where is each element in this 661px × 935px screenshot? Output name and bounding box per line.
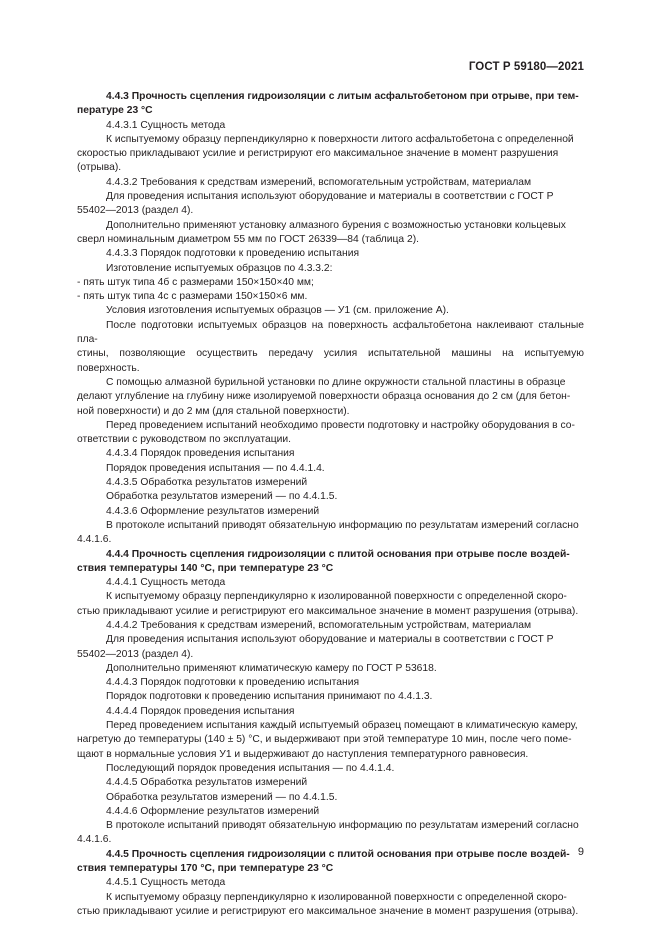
text-line: Перед проведением испытаний необходимо провести подготовку и настройку оборудования в со-	[106, 419, 575, 431]
text-line: Обработка результатов измерений — по 4.4.1.5.	[106, 791, 338, 803]
text-line: нагретую до температуры (140 ± 5) °С, и выдерживают при этой температуре 10 мин, после чего поме-	[77, 734, 572, 746]
text-line: С помощью алмазной бурильной установки по длине окружности стальной пластины в образце	[106, 376, 566, 388]
text-line: 4.4.4.4 Порядок проведения испытания	[106, 705, 295, 717]
text-line: Порядок проведения испытания — по 4.4.1.4.	[106, 462, 325, 474]
text-line: 4.4.3.2 Требования к средствам измерений, вспомогательным устройствам, материалам	[106, 176, 532, 188]
text-line: Перед проведением испытания каждый испытуемый образец помещают в климатическую камеру,	[106, 720, 578, 732]
text-line: Последующий порядок проведения испытания — по 4.4.1.4.	[106, 762, 395, 774]
text-line: 4.4.3 Прочность сцепления гидроизоляции с литым асфальтобетоном при отрыве, при тем-	[106, 91, 579, 102]
text-line: стью прикладывают усилие и регистрируют его максимальное значение в момент разрушения (отрыва).	[77, 905, 579, 917]
page-number: 9	[577, 846, 584, 858]
text-line: К испытуемому образцу перпендикулярно к поверхности литого асфальтобетона с определенной	[106, 133, 574, 145]
text-line: 4.4.3.6 Оформление результатов измерений	[106, 505, 320, 517]
text-line: Дополнительно применяют установку алмазного бурения с возможностью установки кольцевых	[106, 219, 566, 231]
document-header: ГОСТ Р 59180—2021	[468, 61, 584, 73]
text-line: щают в нормальные условия У1 и выдерживают до наступления температурного равновесия.	[77, 748, 529, 760]
text-line: Дополнительно применяют климатическую камеру по ГОСТ Р 53618.	[106, 662, 437, 674]
text-line: 4.4.4.2 Требования к средствам измерений, вспомогательным устройствам, материалам	[106, 619, 532, 631]
text-line: 4.4.3.5 Обработка результатов измерений	[106, 477, 308, 489]
text-line: После подготовки испытуемых образцов на поверхность асфальтобетона наклеивают стальные пла-	[77, 319, 584, 346]
text-line: Порядок подготовки к проведению испытания принимают по 4.4.1.3.	[106, 691, 433, 703]
text-line: К испытуемому образцу перпендикулярно к изолированной поверхности с определенной скоро-	[106, 891, 567, 903]
text-line: стины, позволяющие осуществить передачу усилия испытательной машины на испытуемую поверхность.	[77, 348, 584, 374]
text-line: 4.4.3.4 Порядок проведения испытания	[106, 448, 295, 460]
text-line: стью прикладывают усилие и регистрируют его максимальное значение в момент разрушения (отрыва).	[77, 605, 579, 617]
text-line: 4.4.5 Прочность сцепления гидроизоляции с плитой основания при отрыве после воздей-	[106, 848, 570, 860]
text-line: - пять штук типа 4с с размерами 150×150×6 мм.	[77, 291, 308, 303]
text-line: 55402—2013 (раздел 4).	[77, 205, 194, 217]
text-line: - пять штук типа 4б с размерами 150×150×40 мм;	[77, 276, 314, 288]
text-line: 4.4.3.3 Порядок подготовки к проведению испытания	[106, 248, 360, 260]
text-line: 4.4.4.5 Обработка результатов измерений	[106, 777, 308, 789]
text-line: Обработка результатов измерений — по 4.4.1.5.	[106, 491, 338, 503]
text-line: 4.4.4.1 Сущность метода	[106, 577, 226, 589]
text-line: делают углубление на глубину ниже изолируемой поверхности образца основания до 2 см (для бетон-	[77, 391, 571, 403]
text-line: Изготовление испытуемых образцов по 4.3.3.2:	[106, 262, 333, 274]
text-line: пературе 23 °С	[77, 105, 153, 117]
text-line: В протоколе испытаний приводят обязательную информацию по результатам измерений согласно	[106, 820, 579, 832]
text-line: 4.4.5.1 Сущность метода	[106, 877, 226, 889]
text-line: 4.4.4 Прочность сцепления гидроизоляции с плитой основания при отрыве после воздей-	[106, 548, 570, 560]
text-line: скоростью прикладывают усилие и регистрируют его максимальное значение в момент разрушения	[77, 148, 559, 160]
text-line: 4.4.4.6 Оформление результатов измерений	[106, 805, 320, 817]
text-line: ствия температуры 170 °С, при температуре 23 °С	[77, 863, 334, 875]
text-line: сверл номинальным диаметром 55 мм по ГОСТ 26339—84 (таблица 2).	[77, 233, 420, 245]
text-line: Для проведения испытания используют оборудование и материалы в соответствии с ГОСТ Р	[106, 634, 554, 646]
text-line: 4.4.4.3 Порядок подготовки к проведению испытания	[106, 677, 360, 689]
document-body	[77, 90, 584, 919]
text-line: ствия температуры 140 °С, при температуре 23 °С	[77, 562, 334, 574]
text-line: 4.4.1.6.	[77, 834, 112, 846]
text-line: Для проведения испытания используют оборудование и материалы в соответствии с ГОСТ Р	[106, 191, 554, 203]
text-line: 4.4.3.1 Сущность метода	[106, 119, 226, 131]
text-line: 4.4.1.6.	[77, 534, 112, 546]
text-line: Условия изготовления испытуемых образцов — У1 (см. приложение А).	[106, 305, 449, 317]
text-line: ной поверхности) и до 2 мм (для стальной поверхности).	[77, 405, 350, 417]
text-line: К испытуемому образцу перпендикулярно к изолированной поверхности с определенной скоро-	[106, 591, 567, 603]
text-line: ответствии с руководством по эксплуатации.	[77, 434, 292, 446]
text-line: 55402—2013 (раздел 4).	[77, 648, 194, 660]
text-line: (отрыва).	[77, 162, 122, 174]
text-line: В протоколе испытаний приводят обязательную информацию по результатам измерений согласно	[106, 519, 579, 531]
